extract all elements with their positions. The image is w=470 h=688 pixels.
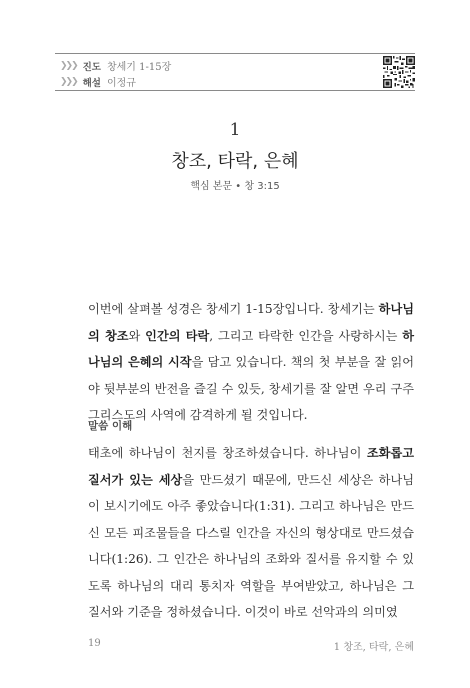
emphasis-ordered-world: 조화롭고 질서가 있는 세상 (88, 446, 414, 487)
intro-text-3: , 그리고 타락한 인간을 사랑하시는 (209, 328, 403, 343)
emphasis-grace: 하나님의 은혜의 시작 (88, 328, 414, 369)
intro-text-4: 을 담고 있습니다. 책의 첫 부분을 잘 읽어야 뒷부분의 반전을 즐길 수 있듯, 창세기를 잘 알면 우리 구주 그리스도의 사역에 감격하게 될 것입니다. (88, 355, 414, 422)
body-text-2: 을 만드셨기 때문에, 만드신 세상은 하나님이 보시기에도 아주 좋았습니다(1:31). 그리고 하나님은 만드신 모든 피조물들을 다스릴 인간을 자신의 형상대로 만드셨습니다(1:26). 그 인간은 하나님의 조화와 질서를 유지할 수 있도록 하나님의 대리 통치자 역할을 부여받았고, 하나님은 그 질서와 기준을 정하셨습니다. 이것이 바로 선악과의 의미였 (88, 472, 414, 619)
section-heading: 말씀 이해 (88, 420, 133, 432)
chevron-right-icon: ❯❯❯ (60, 60, 77, 71)
chapter-title: 창조, 타락, 은혜 (171, 151, 299, 172)
meta-value-scope: 창세기 1-15장 (106, 62, 172, 73)
chevron-right-icon: ❯❯❯ (60, 76, 77, 87)
meta-label-author: 해설 (82, 77, 101, 89)
meta-row-author (60, 74, 136, 89)
intro-text-1: 이번에 살펴볼 성경은 창세기 1-15장입니다. 창세기는 (88, 302, 379, 316)
emphasis-fall: 인간의 타락 (145, 328, 210, 343)
header-rule-bottom (55, 90, 415, 91)
qr-code-icon[interactable] (383, 56, 415, 88)
chapter-key-passage: 핵심 본문 • 창 3:15 (190, 181, 280, 192)
header-rule-top (55, 53, 415, 54)
body-text-1: 태초에 하나님이 천지를 창조하셨습니다. 하나님이 (88, 446, 367, 460)
meta-label-scope: 진도 (82, 61, 101, 73)
body-paragraph (88, 440, 414, 626)
meta-row-scope (60, 58, 171, 73)
running-title: 1 창조, 타락, 은혜 (333, 642, 414, 653)
chapter-number: 1 (229, 120, 241, 140)
emphasis-creation: 하나님의 창조 (88, 302, 414, 343)
intro-paragraph (88, 296, 414, 429)
page-number: 19 (88, 638, 101, 649)
intro-text-2: 와 (128, 328, 146, 343)
meta-value-author: 이정규 (106, 78, 136, 89)
